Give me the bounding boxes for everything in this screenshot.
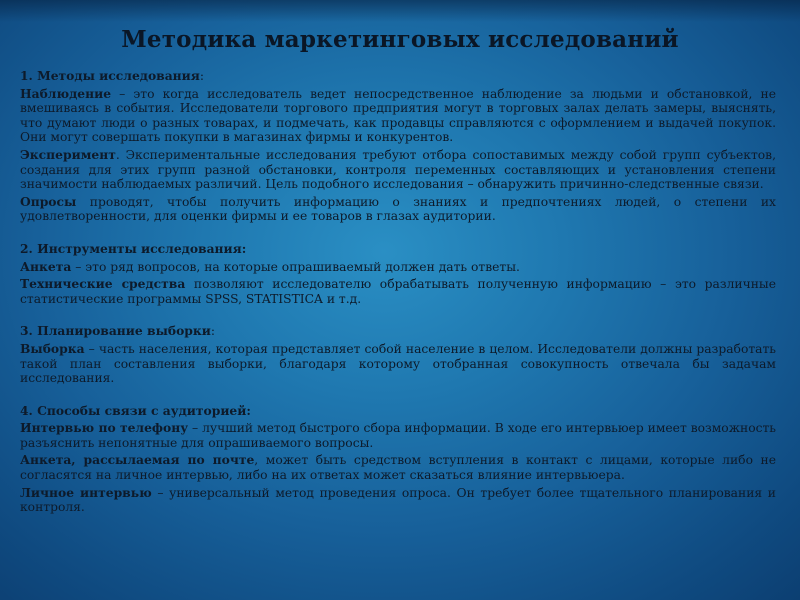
slide-title: Методика маркетинговых исследований <box>121 26 679 53</box>
top-edge-shadow <box>0 0 800 22</box>
paragraph-questionnaire: Анкета – это ряд вопросов, на которые опрашиваемый должен дать ответы. <box>20 258 520 274</box>
section-heading-sampling: 3. Планирование выборки: <box>20 323 216 339</box>
paragraph-experiment: Эксперимент. Экспериментальные исследования требуют отбора сопоставимых между собой групп субъектов, создания для этих групп разной обстановки, контроля переменных составляющих и установления степени значимости наблюдаемых различий. Цель подобного исследования – обнаружить причинно-следственные связи. <box>20 146 776 192</box>
paragraph-phone-interview: Интервью по телефону – лучший метод быстрого сбора информации. В ходе его интервьюер имеет возможность разъяснить непонятные для опрашиваемого вопросы. <box>20 420 776 450</box>
section-heading-tools: 2. Инструменты исследования: <box>20 240 247 256</box>
paragraph-sample: Выборка – часть населения, которая представляет собой население в целом. Исследователи должны разработать такой план составления выборки, благодаря которому отобранная совокупность отвечала бы задачам исследования. <box>20 340 776 386</box>
paragraph-mail-survey: Анкета, рассылаемая по почте, может быть средством вступления в контакт с лицами, которые либо не согласятся на личное интервью, либо на их ответах может сказаться влияние интервьюера. <box>20 452 777 483</box>
slide-content <box>20 69 776 518</box>
paragraph-observation: Наблюдение – это когда исследователь ведет непосредственное наблюдение за людьми и обстановкой, не вмешиваясь в события. Исследователи торгового предприятия могут в торговых залах делать замеры, выяснять, что думают люди о разных товарах, и подмечать, как продавцы справляются с оформлением и выдачей покупок. Они могут совершать покупки в магазинах фирмы и конкурентов. <box>20 85 776 145</box>
section-heading-contact: 4. Способы связи с аудиторией: <box>20 402 251 418</box>
paragraph-personal-interview: Личное интервью – универсальный метод проведения опроса. Он требует более тщательного планирования и контроля. <box>20 484 776 515</box>
paragraph-surveys: Опросы проводят, чтобы получить информацию о знаниях и предпочтениях людей, о степени их удовлетворенности, для оценки фирмы и ее товаров в глазах аудитории. <box>20 193 776 224</box>
section-heading-methods: 1. Методы исследования: <box>20 68 205 83</box>
paragraph-technical-means: Технические средства позволяют исследователю обрабатывать полученную информацию – это различные статистические программы SPSS, STATISTICA и т.д. <box>20 276 776 306</box>
